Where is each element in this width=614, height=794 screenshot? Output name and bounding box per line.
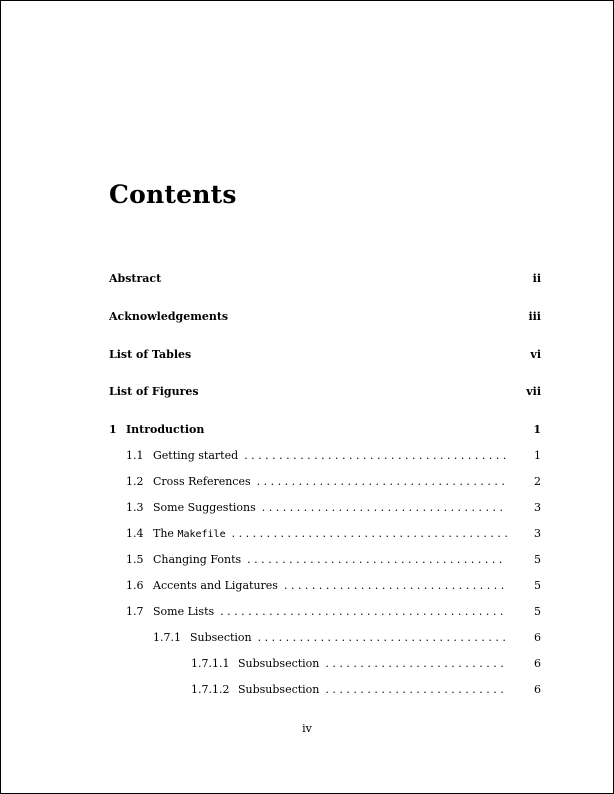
toc-entry-label: Getting started: [153, 449, 239, 462]
toc-entry-label: Changing Fonts: [153, 553, 242, 566]
toc-entry-section[interactable]: [126, 527, 541, 543]
dot-leader: [258, 631, 507, 644]
dot-leader: [247, 553, 507, 566]
toc-entry-label: [153, 527, 226, 540]
toc-page-number: 6: [534, 683, 541, 696]
toc-entry-number: 1.3: [126, 501, 144, 514]
toc-page-number: ii: [532, 272, 541, 285]
toc-entry-label: Acknowledgements: [109, 310, 229, 323]
toc-entry-subsubsection[interactable]: [191, 683, 541, 699]
toc-entry-number: 1.7.1.2: [191, 683, 230, 696]
toc-entry-number: 1.5: [126, 553, 144, 566]
toc-page-number: 5: [534, 553, 541, 566]
toc-entry-number: 1.4: [126, 527, 144, 540]
dot-leader: [325, 657, 507, 670]
toc-entry-label: Some Suggestions: [153, 501, 256, 514]
toc-entry-number: 1.1: [126, 449, 144, 462]
toc-entry-subsubsection[interactable]: [191, 657, 541, 673]
dot-leader: [244, 449, 507, 462]
toc-entry-section[interactable]: [126, 553, 541, 569]
toc-page-number: vii: [526, 385, 541, 398]
toc-page-number: 1: [533, 423, 541, 436]
toc-entry-abstract[interactable]: [109, 272, 541, 288]
toc-entry-label: Subsection: [190, 631, 252, 644]
toc-entry-number: 1.7.1.1: [191, 657, 230, 670]
toc-label-code: Makefile: [177, 529, 226, 540]
toc-page-number: 5: [534, 605, 541, 618]
dot-leader: [262, 501, 507, 514]
toc-entry-section[interactable]: [126, 449, 541, 465]
page-title: Contents: [109, 180, 237, 209]
toc-page-number: 3: [534, 501, 541, 514]
page-number-footer: iv: [302, 722, 312, 735]
dot-leader: [257, 475, 507, 488]
toc-entry-introduction[interactable]: [109, 423, 541, 439]
toc-entry-section[interactable]: [126, 579, 541, 595]
toc-entry-label: List of Figures: [109, 385, 199, 398]
toc-entry-number: 1.6: [126, 579, 144, 592]
toc-entry-section[interactable]: [126, 475, 541, 491]
toc-entry-label: Introduction: [126, 423, 205, 436]
toc-entry-label: Cross References: [153, 475, 251, 488]
toc-page-number: 6: [534, 631, 541, 644]
dot-leader: [220, 605, 507, 618]
toc-entry-subsection[interactable]: [153, 631, 541, 647]
toc-page-number: 2: [534, 475, 541, 488]
toc-entry-label: List of Tables: [109, 348, 192, 361]
toc-page-number: vi: [530, 348, 541, 361]
dot-leader: [325, 683, 507, 696]
toc-entry-section[interactable]: [126, 605, 541, 621]
dot-leader: [232, 527, 507, 540]
toc-entry-label: Some Lists: [153, 605, 215, 618]
toc-entry-section[interactable]: [126, 501, 541, 517]
toc-page-number: 6: [534, 657, 541, 670]
toc-entry-label: Subsubsection: [238, 657, 320, 670]
dot-leader: [284, 579, 507, 592]
toc-entry-label: Accents and Ligatures: [153, 579, 278, 592]
toc-entry-label: Abstract: [109, 272, 162, 285]
toc-page-number: 5: [534, 579, 541, 592]
toc-page-number: 3: [534, 527, 541, 540]
toc-entry-number: 1: [109, 423, 117, 436]
toc-entry-acknowledgements[interactable]: [109, 310, 541, 326]
toc-label-text: The: [153, 527, 178, 540]
toc-page-number: iii: [528, 310, 541, 323]
toc-entry-list-of-figures[interactable]: [109, 385, 541, 401]
toc-entry-label: Subsubsection: [238, 683, 320, 696]
toc-entry-number: 1.7.1: [153, 631, 181, 644]
toc-entry-number: 1.7: [126, 605, 144, 618]
toc-page-number: 1: [534, 449, 541, 462]
toc-entry-list-of-tables[interactable]: [109, 348, 541, 364]
toc-entry-number: 1.2: [126, 475, 144, 488]
